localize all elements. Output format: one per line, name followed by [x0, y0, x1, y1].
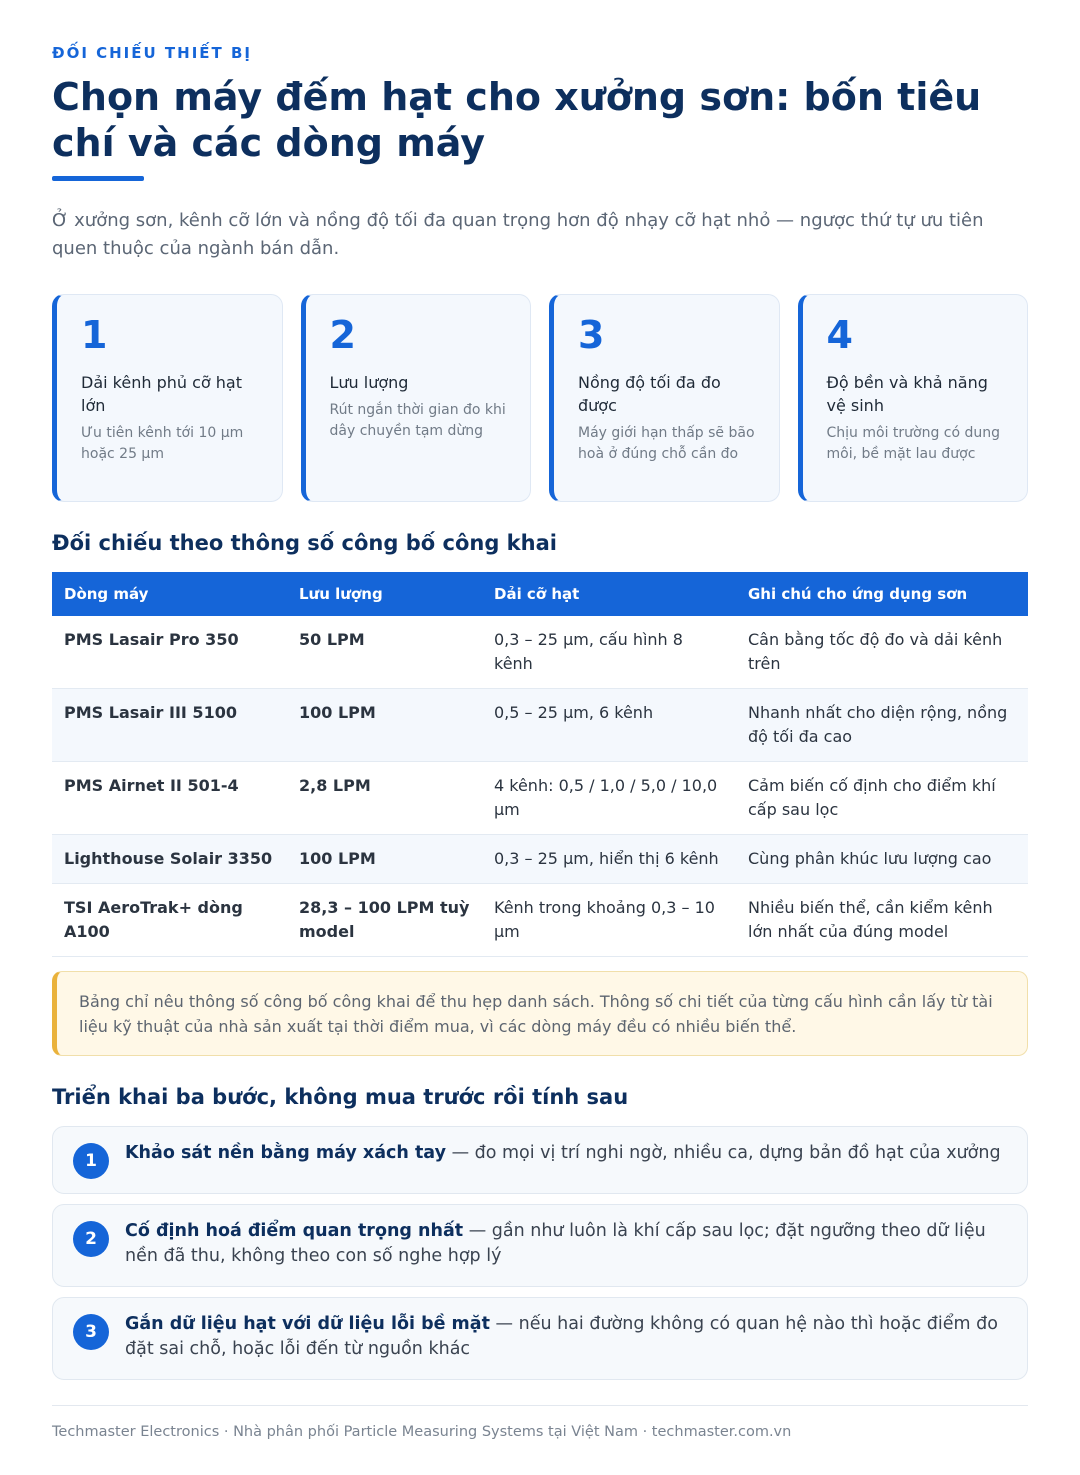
footer-divider — [52, 1405, 1028, 1406]
size-range-cell: 0,3 – 25 µm, hiển thị 6 kênh — [482, 835, 736, 884]
step-item — [52, 1126, 1028, 1194]
step-detail: — đo mọi vị trí nghi ngờ, nhiều ca, dựng bản đồ hạt của xưởng — [446, 1143, 1001, 1163]
size-range-cell: 4 kênh: 0,5 / 1,0 / 5,0 / 10,0 µm — [482, 762, 736, 835]
page-title: Chọn máy đếm hạt cho xưởng sơn: bốn tiêu chí và các dòng máy — [52, 75, 982, 165]
step-item — [52, 1204, 1028, 1287]
step-number-badge: 3 — [73, 1314, 109, 1350]
criteria-title: Dải kênh phủ cỡ hạt lớn — [81, 373, 242, 415]
step-detail: — gần như luôn là khí cấp sau lọc; đặt ngưỡng theo dữ liệu nền đã thu, không theo con số nghe hợp lý — [125, 1221, 986, 1266]
note-cell: Nhanh nhất cho diện rộng, nồng độ tối đa cao — [736, 689, 1028, 762]
step-text — [125, 1141, 1005, 1166]
step-number-badge: 1 — [73, 1143, 109, 1179]
criteria-number: 2 — [329, 313, 356, 357]
step-title: Cố định hoá điểm quan trọng nhất — [125, 1221, 464, 1241]
criteria-number: 1 — [81, 313, 108, 357]
size-range-cell: 0,3 – 25 µm, cấu hình 8 kênh — [482, 616, 736, 689]
criteria-description: Chịu môi trường có dung môi, bề mặt lau được — [826, 425, 1001, 462]
table-row — [52, 835, 1028, 884]
flow-cell: 100 LPM — [287, 835, 482, 884]
disclaimer-note: Bảng chỉ nêu thông số công bố công khai để thu hẹp danh sách. Thông số chi tiết của từng cấu hình cần lấy từ tài liệu kỹ thuật của nhà sản xuất tại thời điểm mua, vì các dòng máy đều có nhiều biến thể. — [52, 971, 1028, 1056]
intro-paragraph: Ở xưởng sơn, kênh cỡ lớn và nồng độ tối đa quan trọng hơn độ nhạy cỡ hạt nhỏ — ngược thứ tự ưu tiên quen thuộc của ngành bán dẫn. — [52, 210, 984, 259]
step-text — [125, 1219, 1005, 1269]
step-number-badge: 2 — [73, 1221, 109, 1257]
model-cell: PMS Lasair III 5100 — [52, 689, 287, 762]
model-cell: PMS Airnet II 501-4 — [52, 762, 287, 835]
flow-cell: 28,3 – 100 LPM tuỳ model — [287, 884, 482, 957]
step-title: Gắn dữ liệu hạt với dữ liệu lỗi bề mặt — [125, 1314, 490, 1334]
criteria-title: Độ bền và khả năng vệ sinh — [826, 373, 988, 415]
criteria-card — [301, 294, 532, 502]
comparison-table — [52, 572, 1028, 957]
criteria-description: Máy giới hạn thấp sẽ bão hoà ở đúng chỗ cần đo — [578, 425, 755, 462]
note-cell: Cân bằng tốc độ đo và dải kênh trên — [736, 616, 1028, 689]
criteria-description: Ưu tiên kênh tới 10 µm hoặc 25 µm — [81, 425, 244, 462]
step-text — [125, 1312, 1005, 1362]
table-row — [52, 689, 1028, 762]
criteria-number: 4 — [826, 313, 853, 357]
title-underline — [52, 176, 144, 181]
table-row — [52, 762, 1028, 835]
criteria-number: 3 — [578, 313, 605, 357]
model-cell: TSI AeroTrak+ dòng A100 — [52, 884, 287, 957]
criteria-title: Nồng độ tối đa đo được — [578, 373, 721, 415]
table-row — [52, 884, 1028, 957]
criteria-card — [52, 294, 283, 502]
column-header: Dòng máy — [52, 572, 287, 616]
note-cell: Cảm biến cố định cho điểm khí cấp sau lọc — [736, 762, 1028, 835]
criteria-title: Lưu lượng — [329, 373, 409, 392]
size-range-cell: 0,5 – 25 µm, 6 kênh — [482, 689, 736, 762]
step-item — [52, 1297, 1028, 1380]
criteria-card — [549, 294, 780, 502]
step-title: Khảo sát nền bằng máy xách tay — [125, 1143, 446, 1163]
flow-cell: 50 LPM — [287, 616, 482, 689]
criteria-cards — [52, 294, 1028, 502]
column-header: Ghi chú cho ứng dụng sơn — [736, 572, 1028, 616]
step-detail: — nếu hai đường không có quan hệ nào thì hoặc điểm đo đặt sai chỗ, hoặc lỗi đến từ nguồn khác — [125, 1314, 998, 1359]
note-cell: Cùng phân khúc lưu lượng cao — [736, 835, 1028, 884]
flow-cell: 2,8 LPM — [287, 762, 482, 835]
model-cell: PMS Lasair Pro 350 — [52, 616, 287, 689]
footer-text: Techmaster Electronics · Nhà phân phối Particle Measuring Systems tại Việt Nam · techmaster.com.vn — [52, 1424, 792, 1440]
table-header-row — [52, 572, 1028, 616]
column-header: Lưu lượng — [287, 572, 482, 616]
flow-cell: 100 LPM — [287, 689, 482, 762]
column-header: Dải cỡ hạt — [482, 572, 736, 616]
model-cell: Lighthouse Solair 3350 — [52, 835, 287, 884]
eyebrow-label: ĐỐI CHIẾU THIẾT BỊ — [52, 44, 252, 62]
table-row — [52, 616, 1028, 689]
steps-heading: Triển khai ba bước, không mua trước rồi tính sau — [52, 1085, 629, 1109]
criteria-card — [798, 294, 1029, 502]
size-range-cell: Kênh trong khoảng 0,3 – 10 µm — [482, 884, 736, 957]
note-cell: Nhiều biến thể, cần kiểm kênh lớn nhất của đúng model — [736, 884, 1028, 957]
criteria-description: Rút ngắn thời gian đo khi dây chuyền tạm dừng — [329, 402, 506, 439]
comparison-heading: Đối chiếu theo thông số công bố công khai — [52, 531, 557, 555]
